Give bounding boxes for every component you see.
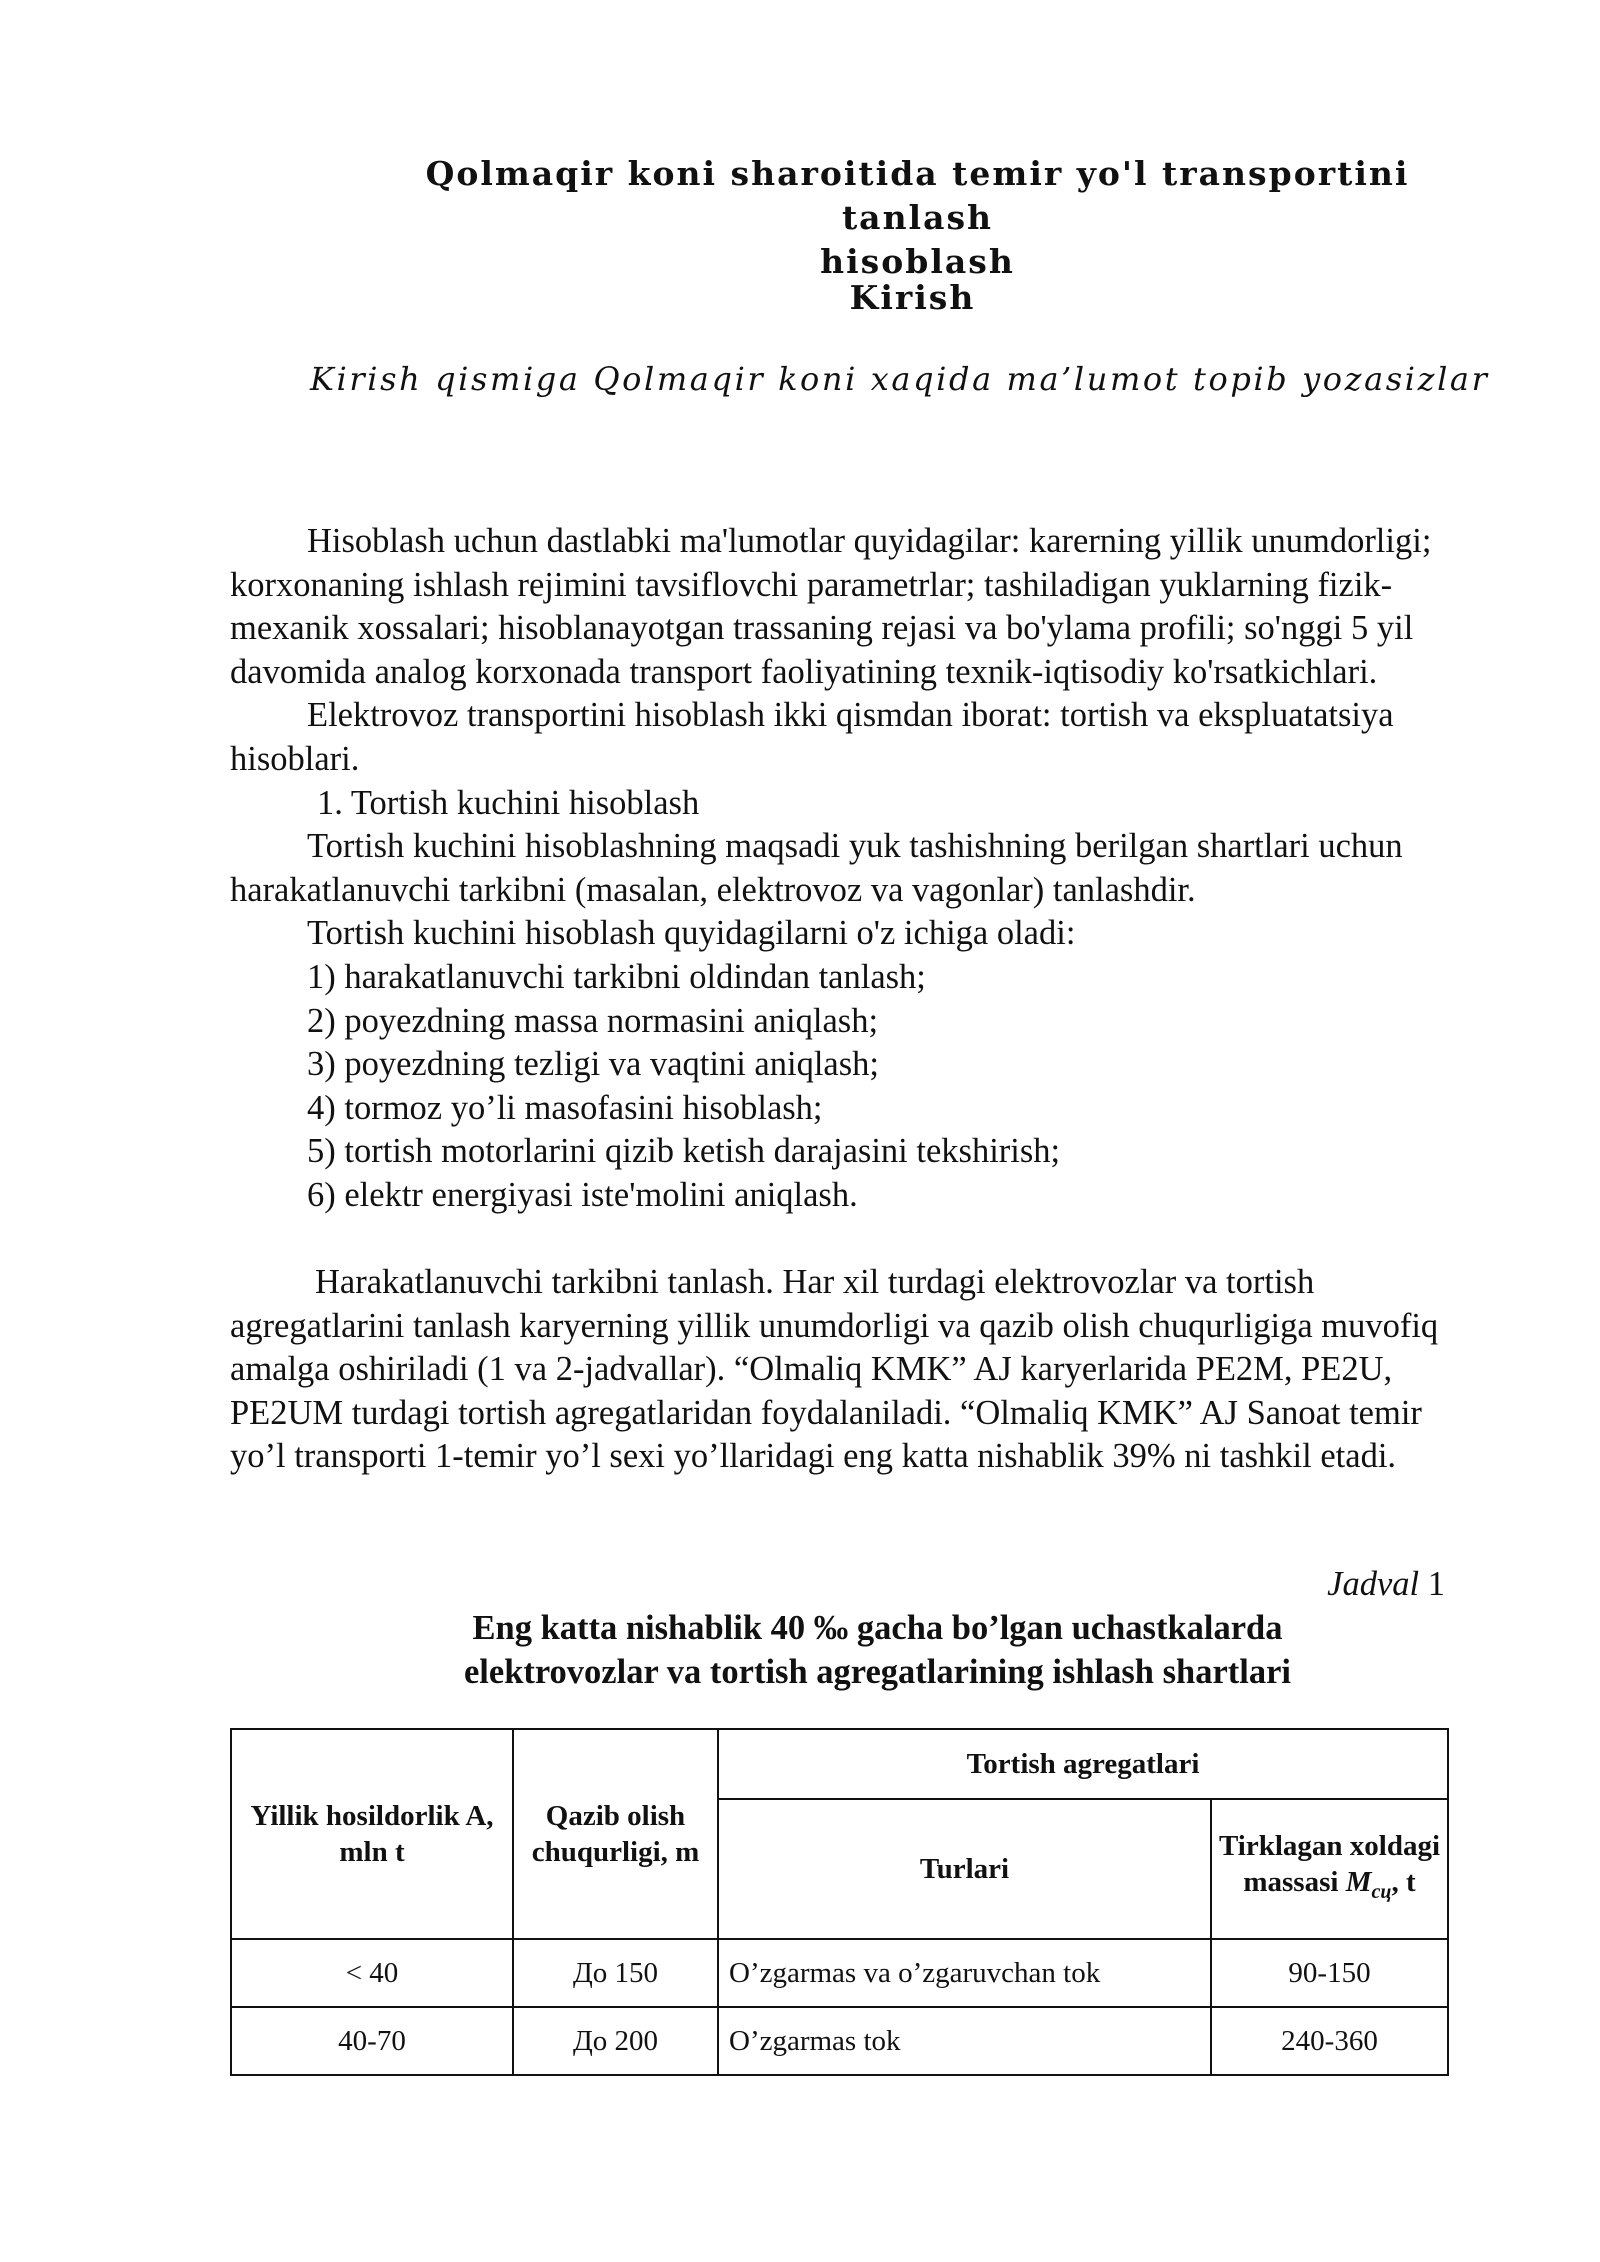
body-text	[230, 520, 1445, 1479]
paragraph-initial-data: Hisoblash uchun dastlabki ma'lumotlar quyidagilar: karerning yillik unumdorligi; korxonaning ishlash rejimini tavsiflovchi parametrlar; tashiladigan yuklarning fizik-mexanik xossalari; hisoblanayotgan trassaning rejasi va bo'ylama profili; so'nggi 5 yil davomida analog korxonada transport faoliyatining texnik-iqtisodiy ko'rsatkichlari.	[230, 522, 1432, 691]
table-caption-word: Jadval	[1327, 1565, 1420, 1603]
list-item: 4) tormoz yo’li masofasini hisoblash;	[307, 1088, 823, 1127]
table-caption-number: 1	[1427, 1565, 1445, 1603]
cell-depth: До 200	[513, 2007, 718, 2075]
cell-type: O’zgarmas va o’zgaruvchan tok	[718, 1939, 1211, 2007]
table-header-row	[231, 1729, 1448, 1799]
paragraph-traction-includes: Tortish kuchini hisoblash quyidagilarni o'z ichiga oladi:	[307, 914, 1076, 953]
intro-heading: Kirish	[849, 278, 976, 317]
header-coupled-mass	[1211, 1799, 1448, 1939]
paragraph-spacer	[230, 1218, 1445, 1262]
cell-mass: 90-150	[1211, 1939, 1448, 2007]
header-traction-aggregates: Tortish agregatlari	[718, 1729, 1448, 1799]
list-item: 3) poyezdning tezligi va vaqtini aniqlash;	[307, 1045, 879, 1084]
table-title	[230, 1606, 1445, 1694]
paragraph-traction-purpose: Tortish kuchini hisoblashning maqsadi yuk tashishning berilgan shartlari uchun harakatlanuvchi tarkibni (masalan, elektrovoz va vagonlar) tanlashdir.	[230, 827, 1403, 909]
list-item: 1) harakatlanuvchi tarkibni oldindan tanlash;	[307, 957, 926, 996]
cell-depth: До 150	[513, 1939, 718, 2007]
intro-note: Kirish qismiga Qolmaqir koni xaqida ma’lumot topib yozasizlar	[310, 360, 1490, 398]
cell-annual: 40-70	[231, 2007, 513, 2075]
table-title-line-2: elektrovozlar va tortish agregatlarining ishlash shartlari	[463, 1653, 1291, 1691]
table-row	[231, 2007, 1448, 2075]
section-heading-traction: 1. Tortish kuchini hisoblash	[317, 783, 700, 822]
list-item: 5) tortish motorlarini qizib ketish darajasini tekshirish;	[307, 1132, 1061, 1171]
table-row	[231, 1939, 1448, 2007]
header-mass-suffix: , t	[1391, 1866, 1416, 1899]
header-depth: Qazib olish chuqurligi, m	[513, 1729, 718, 1939]
header-annual-yield: Yillik hosildorlik A, mln t	[231, 1729, 513, 1939]
paragraph-electrovoz: Elektrovoz transportini hisoblash ikki qismdan iborat: tortish va ekspluatatsiya hisoblari.	[230, 696, 1394, 778]
paragraph-rolling-stock: Harakatlanuvchi tarkibni tanlash. Har xil turdagi elektrovozlar va tortish agregatlarini tanlash karyerning yillik unumdorligi va qazib olish chuqurligiga muvofiq amalga oshiriladi (1 va 2-jadvallar). “Olmaliq KMK” AJ karyerlarida PE2M, PE2U, PE2UM turdagi tortish agregatlaridan foydalaniladi. “Olmaliq KMK” AJ Sanoat temir yo’l transporti 1-temir yo’l sexi yo’llaridagi eng katta nishablik 39% ni tashkil etadi.	[230, 1263, 1439, 1476]
table-caption	[1327, 1562, 1445, 1606]
header-types: Turlari	[718, 1799, 1211, 1939]
list-item: 6) elektr energiyasi iste'molini aniqlash.	[307, 1175, 858, 1214]
conditions-table	[230, 1728, 1449, 2076]
cell-type: O’zgarmas tok	[718, 2007, 1211, 2075]
header-mass-prefix: Tirklagan xoldagi massasi	[1218, 1830, 1441, 1899]
table-title-line-1: Eng katta nishablik 40 ‰ gacha bo’lgan uchastkalarda	[472, 1609, 1283, 1647]
title-line-1: Qolmaqir koni sharoitida temir yo'l transportini tanlash	[425, 154, 1410, 237]
title-line-2: hisoblash	[820, 242, 1015, 281]
list-item: 2) poyezdning massa normasini aniqlash;	[307, 1001, 879, 1040]
cell-mass: 240-360	[1211, 2007, 1448, 2075]
header-mass-symbol: $M_{cц}$	[1345, 1866, 1392, 1903]
document-title	[230, 152, 1445, 284]
cell-annual: < 40	[231, 1939, 513, 2007]
